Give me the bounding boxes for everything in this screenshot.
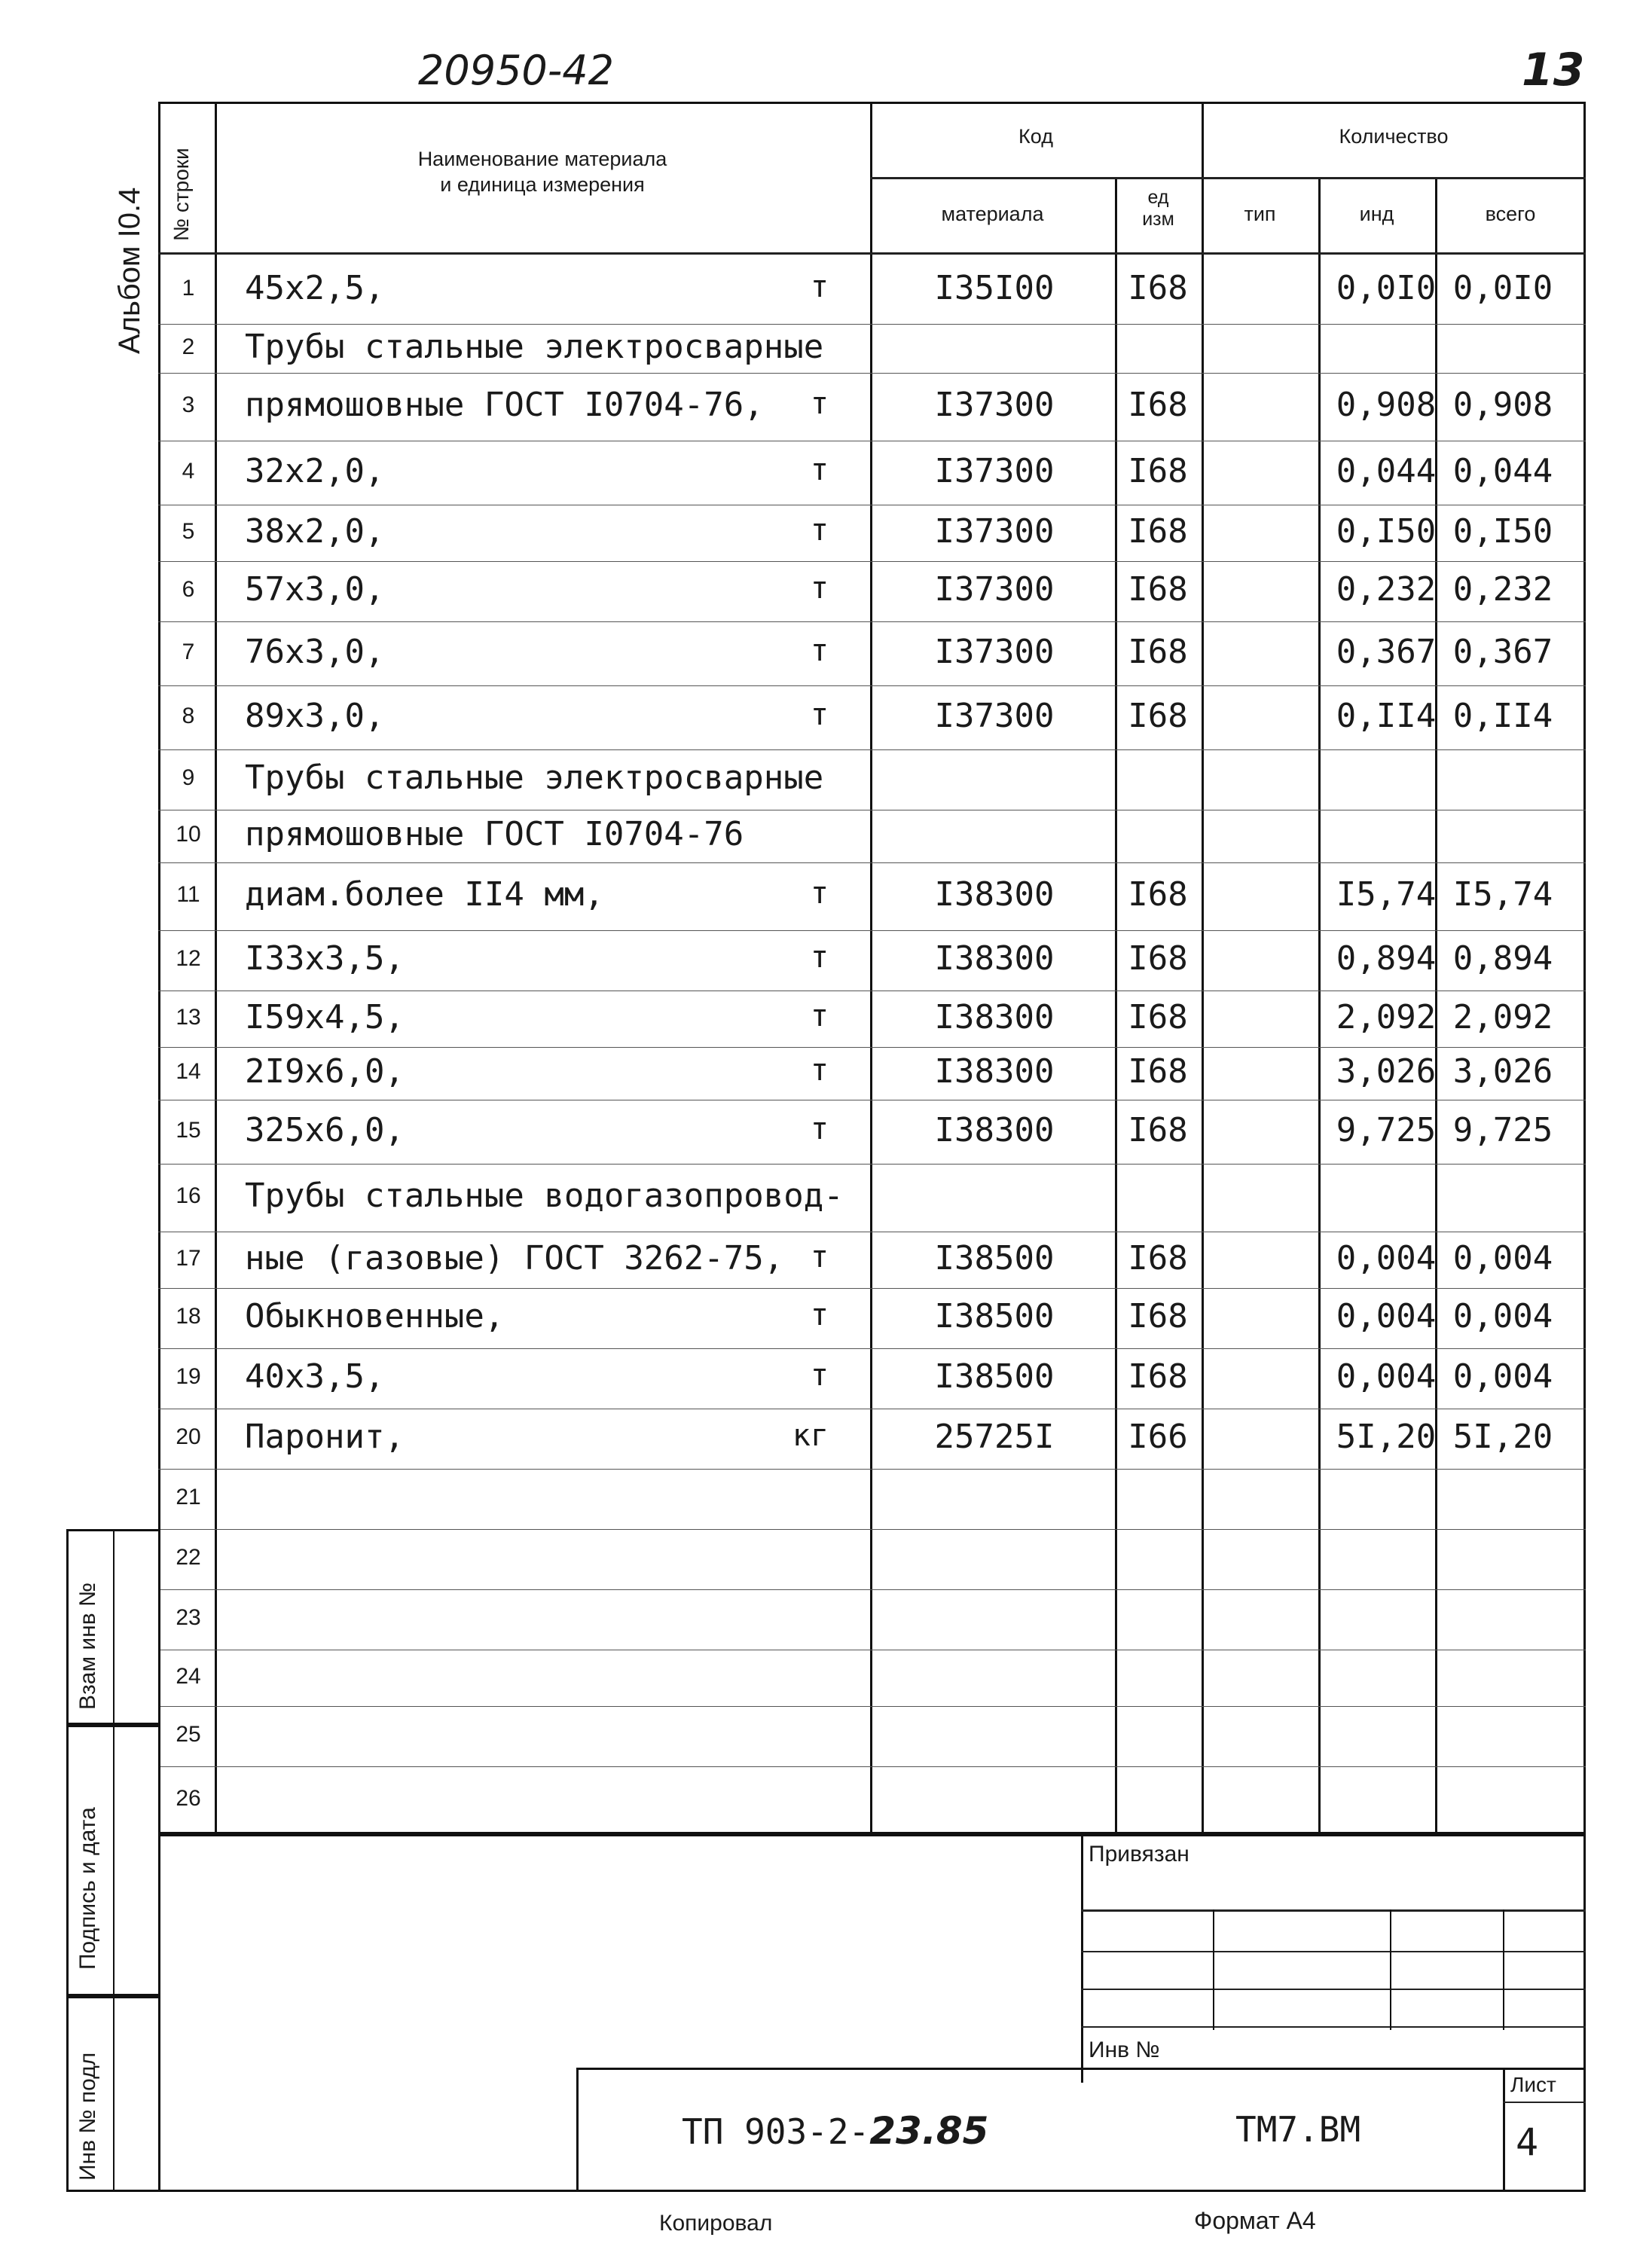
row-number: 4 bbox=[182, 458, 195, 484]
header-name bbox=[226, 147, 859, 198]
row-name: 76x3,0, bbox=[245, 632, 385, 671]
row-qty-ind: 0,004 bbox=[1336, 1238, 1437, 1277]
row-unit: т bbox=[810, 512, 829, 548]
page-number: 13 bbox=[1522, 44, 1585, 96]
stamp-line bbox=[1213, 1909, 1214, 2030]
row-name: Трубы стальные электросварные bbox=[245, 327, 824, 366]
row-number: 17 bbox=[176, 1245, 201, 1271]
row-number: 6 bbox=[182, 577, 195, 602]
row-name: 45x2,5, bbox=[245, 269, 385, 307]
row-unit: т bbox=[810, 1053, 829, 1088]
row-number: 12 bbox=[176, 946, 201, 971]
row-name: 57x3,0, bbox=[245, 570, 385, 609]
row-separator bbox=[158, 685, 1586, 686]
header-name-text: Наименование материала и единица измерения bbox=[417, 148, 667, 196]
header-row-number: № строки bbox=[169, 148, 193, 241]
row-qty-total: 0,004 bbox=[1452, 1238, 1553, 1277]
row-material-code: I38300 bbox=[934, 875, 1055, 914]
row-qty-total: 0,894 bbox=[1452, 939, 1553, 978]
document-code bbox=[682, 2109, 988, 2153]
album-label: Альбом I0.4 bbox=[113, 187, 146, 354]
row-number: 20 bbox=[176, 1424, 201, 1449]
row-unit: т bbox=[810, 940, 829, 975]
row-name: 325x6,0, bbox=[245, 1110, 405, 1149]
row-separator bbox=[158, 1047, 1586, 1048]
row-unit: кг bbox=[792, 1418, 829, 1453]
row-measure-code: I68 bbox=[1128, 997, 1188, 1036]
stamp-line bbox=[1081, 1989, 1586, 1990]
row-qty-ind: 2,092 bbox=[1336, 997, 1437, 1036]
row-name: Трубы стальные водогазопровод- bbox=[245, 1177, 844, 1215]
row-qty-ind: 0,004 bbox=[1336, 1297, 1437, 1335]
row-material-code: I38300 bbox=[934, 997, 1055, 1036]
row-material-code: I38300 bbox=[934, 939, 1055, 978]
row-unit: т bbox=[810, 998, 829, 1033]
row-measure-code: I68 bbox=[1128, 875, 1188, 914]
row-number: 23 bbox=[176, 1605, 201, 1630]
row-qty-ind: 0,0I0 bbox=[1336, 269, 1437, 307]
row-qty-ind: 0,II4 bbox=[1336, 696, 1437, 735]
row-separator bbox=[158, 1164, 1586, 1165]
header-subline bbox=[870, 177, 1586, 179]
row-qty-total: 0,I50 bbox=[1452, 511, 1553, 551]
row-name: ные (газовые) ГОСТ 3262-75, bbox=[245, 1238, 784, 1277]
sheet-code: ТМ7.ВМ bbox=[1235, 2109, 1361, 2150]
side-label-inv-podl: Инв № подл bbox=[75, 2052, 100, 2181]
header-code: Код bbox=[1018, 125, 1053, 148]
row-separator bbox=[158, 561, 1586, 562]
row-number: 19 bbox=[176, 1364, 201, 1389]
row-measure-code: I68 bbox=[1128, 1357, 1188, 1396]
row-unit: т bbox=[810, 386, 829, 421]
row-qty-ind: 0,004 bbox=[1336, 1357, 1437, 1396]
row-separator bbox=[158, 749, 1586, 750]
row-unit: т bbox=[810, 1298, 829, 1332]
sheet-number: 4 bbox=[1516, 2120, 1539, 2164]
header-code-unit-text: ед изм bbox=[1142, 187, 1174, 230]
row-material-code: I37300 bbox=[934, 451, 1055, 490]
row-measure-code: I68 bbox=[1128, 570, 1188, 609]
row-unit: т bbox=[810, 876, 829, 911]
row-measure-code: I68 bbox=[1128, 1297, 1188, 1335]
row-qty-total: 0,367 bbox=[1452, 632, 1553, 671]
row-qty-ind: 0,908 bbox=[1336, 386, 1437, 424]
stamp-line bbox=[1081, 2026, 1586, 2028]
row-separator bbox=[158, 1469, 1586, 1470]
row-number: 5 bbox=[182, 518, 195, 544]
row-name: Трубы стальные электросварные bbox=[245, 759, 824, 797]
header-qty-ind: инд bbox=[1359, 203, 1394, 225]
row-name: 40x3,5, bbox=[245, 1357, 385, 1396]
row-material-code: I37300 bbox=[934, 570, 1055, 609]
row-material-code: I37300 bbox=[934, 511, 1055, 551]
row-unit: т bbox=[810, 270, 829, 304]
row-measure-code: I68 bbox=[1128, 1110, 1188, 1149]
row-material-code: I35I00 bbox=[934, 269, 1055, 307]
row-unit: т bbox=[810, 1358, 829, 1393]
row-measure-code: I68 bbox=[1128, 939, 1188, 978]
row-qty-total: 0,908 bbox=[1452, 386, 1553, 424]
row-unit: т bbox=[810, 633, 829, 668]
row-name: Обыкновенные, bbox=[245, 1297, 505, 1335]
row-qty-total: 5I,20 bbox=[1452, 1418, 1553, 1456]
row-qty-ind: 0,232 bbox=[1336, 570, 1437, 609]
row-material-code: I38500 bbox=[934, 1357, 1055, 1396]
row-number: 8 bbox=[182, 703, 195, 728]
header-bottom-line bbox=[158, 252, 1586, 255]
row-measure-code: I68 bbox=[1128, 451, 1188, 490]
row-qty-ind: 9,725 bbox=[1336, 1110, 1437, 1149]
stamp-line bbox=[1081, 1909, 1586, 1912]
row-material-code: I37300 bbox=[934, 386, 1055, 424]
row-material-code: I38500 bbox=[934, 1297, 1055, 1335]
header-qty-total: всего bbox=[1485, 203, 1536, 225]
row-name: 89x3,0, bbox=[245, 696, 385, 735]
row-material-code: I37300 bbox=[934, 696, 1055, 735]
row-name: Паронит, bbox=[245, 1418, 405, 1456]
row-measure-code: I68 bbox=[1128, 511, 1188, 551]
row-qty-total: 0,0I0 bbox=[1452, 269, 1553, 307]
stamp-line bbox=[1503, 1909, 1504, 2030]
row-qty-ind: 0,I50 bbox=[1336, 511, 1437, 551]
row-name: 32x2,0, bbox=[245, 451, 385, 490]
row-name: прямошовные ГОСТ I0704-76 bbox=[245, 815, 744, 853]
row-name: I59x4,5, bbox=[245, 997, 405, 1036]
row-qty-ind: 0,894 bbox=[1336, 939, 1437, 978]
row-separator bbox=[158, 1288, 1586, 1289]
row-number: 15 bbox=[176, 1117, 201, 1143]
row-unit: т bbox=[810, 571, 829, 606]
stamp-line bbox=[1081, 1951, 1586, 1952]
row-number: 22 bbox=[176, 1545, 201, 1570]
stamp-privyazan: Привязан bbox=[1089, 1842, 1189, 1867]
row-number: 7 bbox=[182, 639, 195, 664]
row-material-code: I38300 bbox=[934, 1110, 1055, 1149]
row-separator bbox=[158, 1589, 1586, 1590]
col-line bbox=[1202, 102, 1204, 1834]
stamp-line bbox=[1390, 1909, 1391, 2030]
document-number: 20950-42 bbox=[418, 47, 614, 94]
row-number: 2 bbox=[182, 334, 195, 359]
row-measure-code: I68 bbox=[1128, 696, 1188, 735]
row-material-code: 25725I bbox=[934, 1418, 1055, 1456]
row-qty-ind: 0,367 bbox=[1336, 632, 1437, 671]
row-unit: т bbox=[810, 697, 829, 732]
row-number: 26 bbox=[176, 1786, 201, 1811]
row-qty-total: 2,092 bbox=[1452, 997, 1553, 1036]
header-code-unit bbox=[1115, 187, 1202, 230]
side-label-vzam: Взам инв № bbox=[75, 1582, 100, 1710]
row-number: 11 bbox=[176, 882, 200, 907]
row-number: 21 bbox=[176, 1485, 201, 1509]
row-measure-code: I66 bbox=[1128, 1418, 1188, 1456]
row-number: 14 bbox=[176, 1059, 201, 1084]
row-number: 3 bbox=[182, 392, 195, 417]
title-block-divider bbox=[1503, 2102, 1586, 2103]
row-separator bbox=[158, 324, 1586, 325]
row-qty-total: 0,044 bbox=[1452, 451, 1553, 490]
col-line bbox=[1318, 177, 1321, 1834]
row-separator bbox=[158, 621, 1586, 622]
row-measure-code: I68 bbox=[1128, 632, 1188, 671]
document-code-print: ТП 903-2- bbox=[682, 2111, 870, 2152]
stamp-line bbox=[1081, 1834, 1083, 2083]
footer-copied: Копировал bbox=[659, 2211, 773, 2236]
row-qty-total: 9,725 bbox=[1452, 1110, 1553, 1149]
row-qty-ind: 0,044 bbox=[1336, 451, 1437, 490]
row-qty-total: I5,74 bbox=[1452, 875, 1553, 914]
row-material-code: I38500 bbox=[934, 1238, 1055, 1277]
row-number: 13 bbox=[176, 1004, 201, 1030]
row-separator bbox=[158, 862, 1586, 863]
row-number: 10 bbox=[176, 822, 201, 847]
row-number: 25 bbox=[176, 1722, 201, 1747]
row-qty-ind: I5,74 bbox=[1336, 875, 1437, 914]
side-box-divider bbox=[113, 1529, 115, 2192]
row-separator bbox=[158, 1706, 1586, 1707]
row-separator bbox=[158, 373, 1586, 374]
row-number: 9 bbox=[182, 765, 195, 790]
row-name: прямошовные ГОСТ I0704-76, bbox=[245, 386, 764, 424]
row-name: 38x2,0, bbox=[245, 511, 385, 551]
row-qty-ind: 5I,20 bbox=[1336, 1418, 1437, 1456]
row-number: 1 bbox=[182, 276, 195, 301]
row-material-code: I37300 bbox=[934, 632, 1055, 671]
row-unit: т bbox=[810, 452, 829, 487]
row-number: 16 bbox=[176, 1183, 201, 1208]
row-separator bbox=[158, 1766, 1586, 1767]
header-quantity: Количество bbox=[1339, 125, 1449, 148]
row-measure-code: I68 bbox=[1128, 386, 1188, 424]
row-qty-total: 0,II4 bbox=[1452, 696, 1553, 735]
row-unit: т bbox=[810, 1111, 829, 1146]
row-qty-total: 0,232 bbox=[1452, 570, 1553, 609]
row-separator bbox=[158, 1348, 1586, 1349]
row-unit: т bbox=[810, 1239, 829, 1274]
row-measure-code: I68 bbox=[1128, 1238, 1188, 1277]
side-label-sign-date: Подпись и дата bbox=[75, 1807, 100, 1970]
row-name: 2I9x6,0, bbox=[245, 1052, 405, 1091]
row-material-code: I38300 bbox=[934, 1052, 1055, 1091]
row-separator bbox=[158, 930, 1586, 931]
row-name: I33x3,5, bbox=[245, 939, 405, 978]
sheet-label: Лист bbox=[1510, 2073, 1556, 2096]
stamp-inv-no: Инв № bbox=[1089, 2038, 1160, 2062]
header-qty-type: тип bbox=[1244, 203, 1276, 225]
row-measure-code: I68 bbox=[1128, 1052, 1188, 1091]
row-measure-code: I68 bbox=[1128, 269, 1188, 307]
row-separator bbox=[158, 1529, 1586, 1530]
title-block-divider bbox=[1503, 2068, 1505, 2192]
document-code-handwritten: 23.85 bbox=[869, 2109, 989, 2153]
row-name: диам.более II4 мм, bbox=[245, 875, 604, 914]
row-number: 24 bbox=[176, 1663, 201, 1689]
row-number: 18 bbox=[176, 1304, 201, 1329]
row-qty-total: 0,004 bbox=[1452, 1297, 1553, 1335]
footer-format: Формат А4 bbox=[1194, 2207, 1316, 2234]
row-qty-total: 0,004 bbox=[1452, 1357, 1553, 1396]
row-qty-total: 3,026 bbox=[1452, 1052, 1553, 1091]
row-qty-ind: 3,026 bbox=[1336, 1052, 1437, 1091]
header-code-material: материала bbox=[941, 203, 1044, 225]
